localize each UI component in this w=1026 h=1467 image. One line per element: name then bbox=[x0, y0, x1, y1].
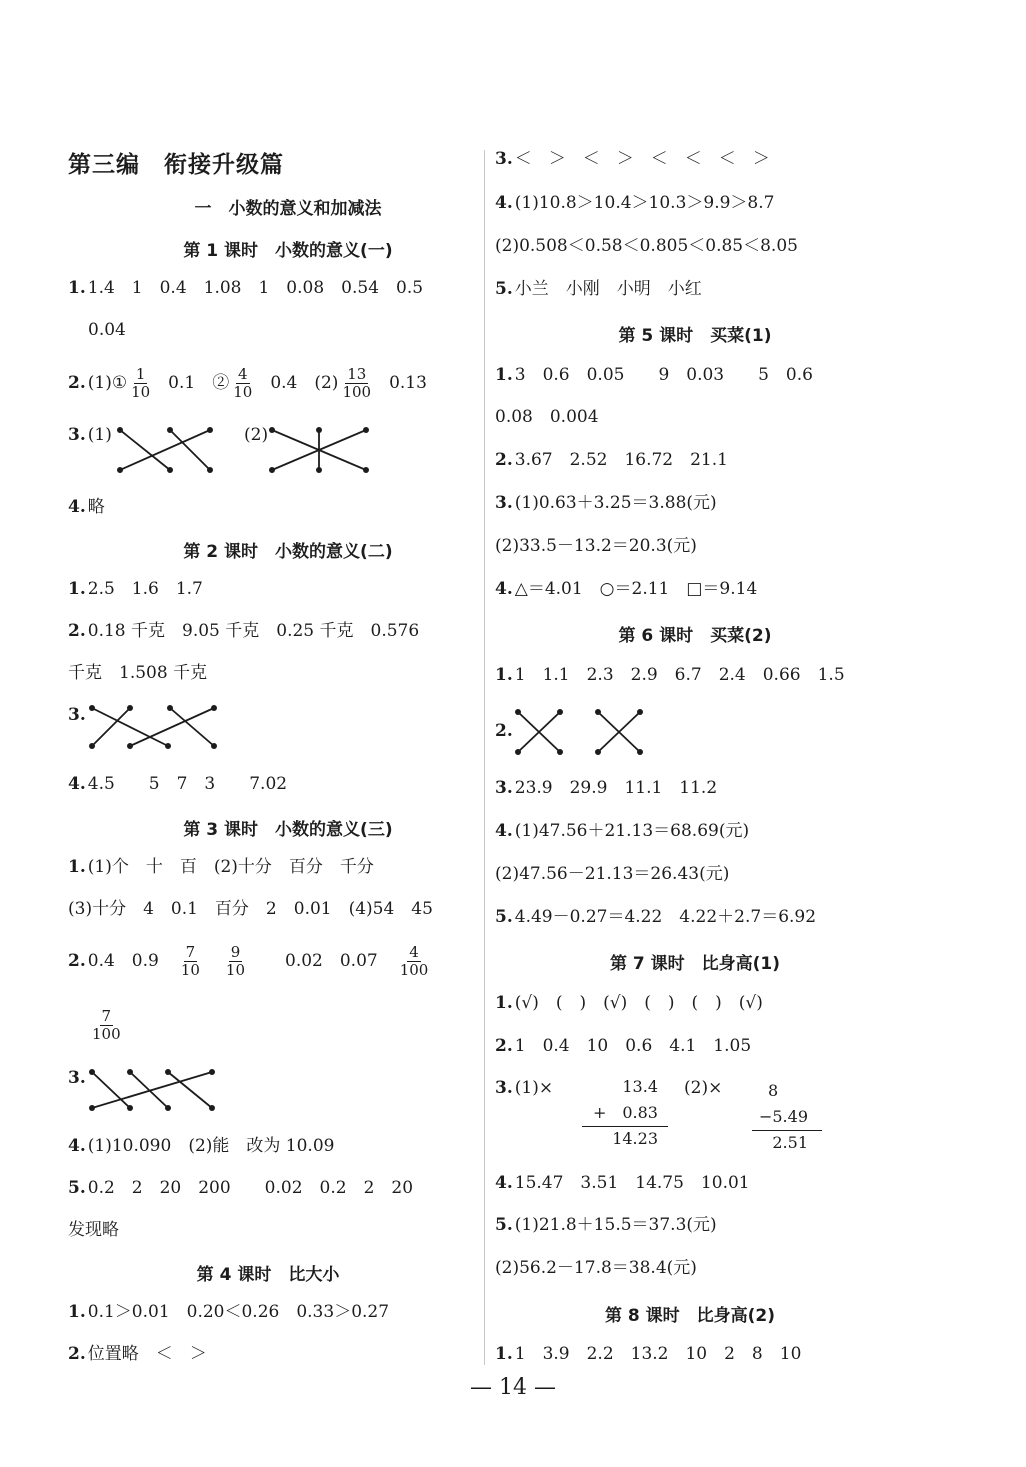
vertical-calc-2 bbox=[752, 1078, 808, 1156]
question-number: 1. bbox=[68, 857, 86, 877]
question-number: 3. bbox=[68, 705, 86, 725]
question-number: 3. bbox=[68, 425, 86, 445]
lesson-4-title: 第 4 课时 比大小 bbox=[196, 1265, 340, 1285]
answer-text: (1)10.8＞10.4＞10.3＞9.9＞8.7 bbox=[514, 193, 775, 213]
answer-line bbox=[495, 820, 895, 842]
question-number: 1. bbox=[495, 1344, 513, 1364]
lesson-6-title: 第 6 课时 买菜(2) bbox=[618, 626, 772, 646]
question-number: 1. bbox=[68, 1302, 86, 1322]
calc-mid: −5.49 bbox=[758, 1107, 808, 1126]
answer-line bbox=[68, 578, 468, 600]
answer-text: (1)10.090 (2)能 改为 10.09 bbox=[87, 1136, 335, 1156]
lesson-8-title: 第 8 课时 比身高(2) bbox=[604, 1306, 776, 1326]
question-number: 2. bbox=[68, 1344, 86, 1364]
calc-rule bbox=[582, 1126, 668, 1127]
answer-line bbox=[495, 492, 895, 514]
answer-line bbox=[68, 1177, 468, 1199]
answer-line bbox=[495, 364, 895, 386]
fraction: $\frac{4}{100}$ bbox=[399, 942, 429, 979]
answer-line bbox=[495, 1035, 895, 1057]
answer-text: (1)47.56＋21.13＝68.69(元) bbox=[514, 821, 750, 841]
question-number: 2. bbox=[495, 721, 513, 741]
question-number: 5. bbox=[495, 907, 513, 927]
answer-line bbox=[68, 773, 468, 795]
calc-mid: + 0.83 bbox=[592, 1103, 658, 1122]
answer-line bbox=[68, 424, 112, 446]
answer-text: 2.5 1.6 1.7 bbox=[87, 579, 203, 599]
question-number: 2. bbox=[495, 450, 513, 470]
answer-text: 0.1 ② bbox=[168, 373, 230, 393]
answer-text: 1 1.1 2.3 2.9 6.7 2.4 0.66 1.5 bbox=[514, 665, 845, 685]
lesson-2-title: 第 2 课时 小数的意义(二) bbox=[183, 542, 393, 562]
answer-line bbox=[68, 620, 468, 642]
question-number: 1. bbox=[68, 278, 86, 298]
answer-line bbox=[495, 1214, 895, 1236]
answer-line bbox=[495, 664, 895, 686]
question-number: 4. bbox=[495, 193, 513, 213]
answer-line bbox=[68, 1343, 468, 1365]
question-number: 4. bbox=[495, 1173, 513, 1193]
page-number: — 14 — bbox=[470, 1375, 556, 1400]
calc-result: 2.51 bbox=[772, 1133, 808, 1152]
question-number: 5. bbox=[68, 1178, 86, 1198]
answer-text: 1 0.4 10 0.6 4.1 1.05 bbox=[514, 1036, 752, 1056]
answer-line: (2)56.2－17.8＝38.4(元) bbox=[495, 1258, 697, 1278]
fraction: $\frac{1}{10}$ bbox=[131, 364, 151, 401]
answer-text: 23.9 29.9 11.1 11.2 bbox=[514, 778, 718, 798]
calc-top: 13.4 bbox=[622, 1077, 658, 1096]
answer-text: (1)21.8＋15.5＝37.3(元) bbox=[514, 1215, 717, 1235]
question-number: 4. bbox=[68, 497, 86, 517]
calc-rule bbox=[752, 1130, 822, 1131]
column-divider bbox=[484, 150, 485, 1365]
lesson-1-title: 第 1 课时 小数的意义(一) bbox=[183, 241, 393, 261]
lesson-3-title: 第 3 课时 小数的意义(三) bbox=[183, 820, 393, 840]
matching-diagram bbox=[262, 422, 382, 478]
answer-line bbox=[68, 856, 468, 878]
answer-line: (2)47.56－21.13＝26.43(元) bbox=[495, 864, 730, 884]
answer-line bbox=[68, 1135, 468, 1157]
answer-text: (1)× bbox=[514, 1078, 554, 1098]
question-number: 3. bbox=[495, 493, 513, 513]
answer-text: 4.5 5 7 3 7.02 bbox=[87, 774, 288, 794]
question-number: 1. bbox=[495, 665, 513, 685]
calc-top: 8 bbox=[768, 1081, 779, 1100]
answer-line bbox=[495, 992, 895, 1014]
matching-diagram bbox=[510, 704, 650, 758]
answer-text: 0.4 0.9 bbox=[87, 951, 159, 971]
answer-line bbox=[495, 278, 895, 300]
question-number: 4. bbox=[495, 821, 513, 841]
fraction: $\frac{7}{10}$ bbox=[180, 942, 200, 979]
question-number: 3. bbox=[495, 149, 513, 169]
lesson-7-title: 第 7 课时 比身高(1) bbox=[609, 954, 781, 974]
answer-line bbox=[495, 449, 895, 471]
answer-line bbox=[495, 1343, 895, 1365]
answer-text: (1)0.63＋3.25＝3.88(元) bbox=[514, 493, 717, 513]
answer-line bbox=[495, 906, 895, 928]
answer-text: 0.02 0.07 bbox=[285, 951, 378, 971]
matching-diagram bbox=[110, 422, 230, 478]
question-number: 4. bbox=[68, 774, 86, 794]
answer-text: △＝4.01 ○＝2.11 □＝9.14 bbox=[514, 579, 758, 599]
answer-line bbox=[495, 1077, 553, 1099]
chapter-title: 一 小数的意义和加减法 bbox=[194, 199, 382, 219]
answer-text: 0.13 bbox=[389, 373, 427, 393]
fraction: $\frac{9}{10}$ bbox=[225, 942, 246, 979]
fraction: $\frac{4}{10}$ bbox=[233, 364, 253, 401]
answer-text: 0.18 千克 9.05 千克 0.25 千克 0.576 bbox=[87, 621, 420, 641]
answer-text: 4.49－0.27＝4.22 4.22＋2.7＝6.92 bbox=[514, 907, 817, 927]
answer-text: (√) ( ) (√) ( ) ( ) (√) bbox=[514, 993, 763, 1013]
vertical-calc-1 bbox=[578, 1074, 658, 1152]
answer-line: 发现略 bbox=[68, 1220, 119, 1240]
answer-line bbox=[495, 777, 895, 799]
question-number: 4. bbox=[68, 1136, 86, 1156]
answer-line: 0.04 bbox=[88, 320, 126, 340]
fraction: $\frac{13}{100}$ bbox=[342, 364, 372, 401]
question-number: 3. bbox=[495, 778, 513, 798]
answer-line: 千克 1.508 千克 bbox=[68, 663, 208, 683]
answer-line bbox=[495, 578, 895, 600]
answer-line: 0.08 0.004 bbox=[495, 407, 599, 427]
part-title: 第三编 衔接升级篇 bbox=[68, 152, 284, 178]
answer-line bbox=[495, 1172, 895, 1194]
answer-line bbox=[68, 1301, 468, 1323]
fraction: $\frac{7}{100}$ bbox=[92, 1006, 121, 1043]
answer-line bbox=[495, 192, 895, 214]
question-number: 3. bbox=[495, 1078, 513, 1098]
question-number: 1. bbox=[68, 579, 86, 599]
answer-text: 1 3.9 2.2 13.2 10 2 8 10 bbox=[514, 1344, 802, 1364]
answer-line bbox=[68, 940, 468, 982]
answer-text: 位置略 ＜ ＞ bbox=[87, 1344, 207, 1364]
question-number: 2. bbox=[68, 951, 86, 971]
lesson-5-title: 第 5 课时 买菜(1) bbox=[618, 326, 772, 346]
answer-text: 略 bbox=[87, 497, 105, 517]
answer-line bbox=[68, 364, 468, 402]
question-number: 2. bbox=[68, 373, 86, 393]
answer-text: 15.47 3.51 14.75 10.01 bbox=[514, 1173, 750, 1193]
answer-line: (2)× bbox=[684, 1078, 723, 1098]
answer-line: (2)0.508＜0.58＜0.805＜0.85＜8.05 bbox=[495, 236, 798, 256]
question-number: 1. bbox=[495, 365, 513, 385]
answer-text: 1.4 1 0.4 1.08 1 0.08 0.54 0.5 bbox=[87, 278, 424, 298]
question-number: 5. bbox=[495, 279, 513, 299]
answer-text: ＜ ＞ ＜ ＞ ＜ ＜ ＜ ＞ bbox=[514, 149, 770, 169]
question-number: 3. bbox=[68, 1068, 86, 1088]
answer-text: 0.4 (2) bbox=[270, 373, 339, 393]
answer-text: 3 0.6 0.05 9 0.03 5 0.6 bbox=[514, 365, 813, 385]
answer-text: 0.1＞0.01 0.20＜0.26 0.33＞0.27 bbox=[87, 1302, 390, 1322]
answer-line: (3)十分 4 0.1 百分 2 0.01 (4)54 45 bbox=[68, 899, 433, 919]
answer-line bbox=[88, 1004, 125, 1046]
answer-text: 0.2 2 20 200 0.02 0.2 2 20 bbox=[87, 1178, 414, 1198]
answer-text: (1) bbox=[87, 425, 112, 445]
answer-line bbox=[68, 277, 468, 299]
question-number: 2. bbox=[68, 621, 86, 641]
answer-line: (2) bbox=[244, 425, 269, 445]
question-number: 5. bbox=[495, 1215, 513, 1235]
answer-line: (2)33.5－13.2＝20.3(元) bbox=[495, 536, 697, 556]
question-number: 4. bbox=[495, 579, 513, 599]
matching-diagram bbox=[84, 700, 224, 754]
answer-text: (1)个 十 百 (2)十分 百分 千分 bbox=[87, 857, 374, 877]
calc-result: 14.23 bbox=[612, 1129, 658, 1148]
question-number: 2. bbox=[495, 1036, 513, 1056]
answer-line bbox=[68, 496, 468, 518]
answer-text: (1)① bbox=[87, 373, 128, 393]
question-number: 1. bbox=[495, 993, 513, 1013]
answer-text: 3.67 2.52 16.72 21.1 bbox=[514, 450, 728, 470]
answer-text: 小兰 小刚 小明 小红 bbox=[514, 279, 702, 299]
matching-diagram bbox=[84, 1064, 224, 1116]
answer-line bbox=[495, 148, 895, 170]
